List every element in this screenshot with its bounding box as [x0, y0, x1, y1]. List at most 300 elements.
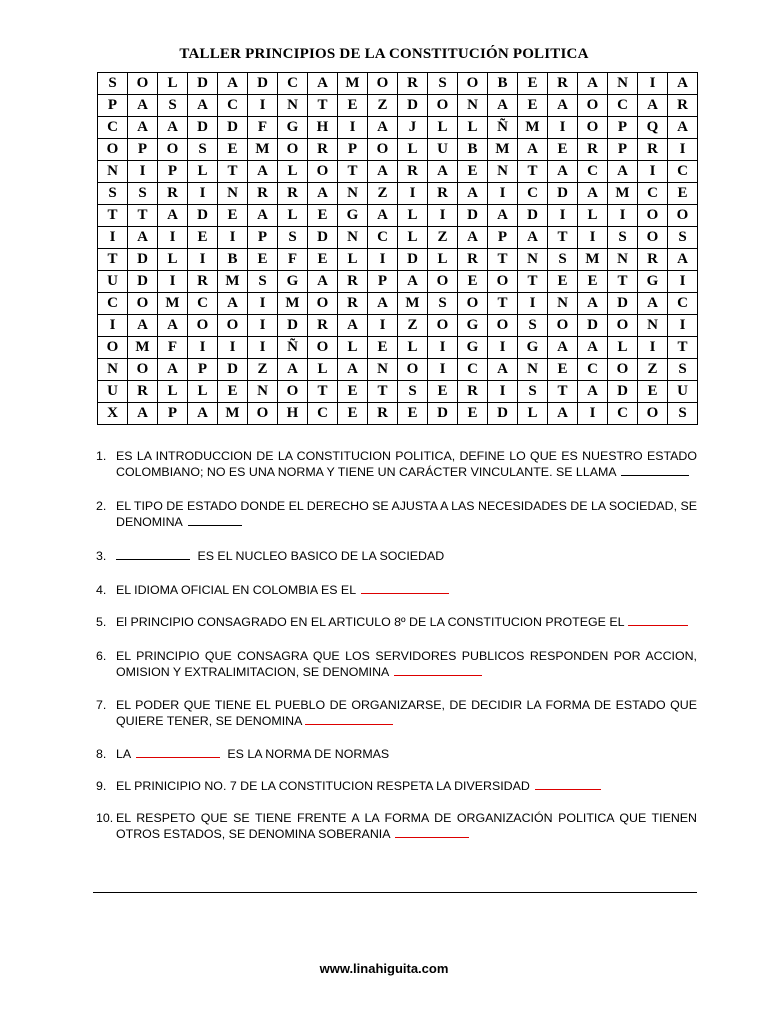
grid-cell[interactable]: L: [158, 249, 188, 271]
grid-cell[interactable]: O: [668, 205, 698, 227]
grid-cell[interactable]: E: [668, 183, 698, 205]
grid-cell[interactable]: L: [188, 381, 218, 403]
answer-blank[interactable]: [305, 713, 393, 725]
grid-cell[interactable]: E: [548, 271, 578, 293]
grid-cell[interactable]: O: [578, 95, 608, 117]
grid-cell[interactable]: A: [458, 227, 488, 249]
grid-cell[interactable]: C: [308, 403, 338, 425]
grid-cell[interactable]: A: [368, 205, 398, 227]
grid-cell[interactable]: B: [458, 139, 488, 161]
grid-cell[interactable]: N: [248, 381, 278, 403]
grid-cell[interactable]: M: [398, 293, 428, 315]
grid-cell[interactable]: I: [488, 337, 518, 359]
grid-cell[interactable]: Z: [368, 183, 398, 205]
grid-cell[interactable]: C: [368, 227, 398, 249]
grid-cell[interactable]: A: [308, 73, 338, 95]
grid-cell[interactable]: P: [128, 139, 158, 161]
grid-cell[interactable]: Ñ: [278, 337, 308, 359]
grid-cell[interactable]: Z: [428, 227, 458, 249]
grid-cell[interactable]: T: [368, 381, 398, 403]
grid-cell[interactable]: S: [668, 359, 698, 381]
grid-cell[interactable]: D: [548, 183, 578, 205]
grid-cell[interactable]: A: [518, 139, 548, 161]
grid-cell[interactable]: O: [428, 315, 458, 337]
grid-cell[interactable]: D: [608, 381, 638, 403]
grid-cell[interactable]: A: [668, 73, 698, 95]
grid-cell[interactable]: O: [308, 161, 338, 183]
grid-cell[interactable]: B: [218, 249, 248, 271]
grid-cell[interactable]: I: [638, 161, 668, 183]
grid-cell[interactable]: N: [518, 249, 548, 271]
grid-cell[interactable]: P: [248, 227, 278, 249]
grid-cell[interactable]: P: [158, 403, 188, 425]
grid-cell[interactable]: E: [338, 95, 368, 117]
grid-cell[interactable]: A: [248, 205, 278, 227]
grid-cell[interactable]: C: [518, 183, 548, 205]
grid-cell[interactable]: D: [218, 359, 248, 381]
grid-cell[interactable]: J: [398, 117, 428, 139]
answer-blank[interactable]: [395, 826, 469, 838]
grid-cell[interactable]: O: [218, 315, 248, 337]
grid-cell[interactable]: S: [188, 139, 218, 161]
grid-cell[interactable]: I: [488, 183, 518, 205]
grid-cell[interactable]: G: [638, 271, 668, 293]
grid-cell[interactable]: I: [488, 381, 518, 403]
grid-cell[interactable]: O: [248, 403, 278, 425]
grid-cell[interactable]: P: [488, 227, 518, 249]
answer-blank[interactable]: [188, 514, 242, 526]
grid-cell[interactable]: D: [398, 95, 428, 117]
grid-cell[interactable]: T: [218, 161, 248, 183]
grid-cell[interactable]: O: [98, 139, 128, 161]
grid-cell[interactable]: A: [548, 403, 578, 425]
grid-cell[interactable]: L: [338, 249, 368, 271]
grid-cell[interactable]: R: [188, 271, 218, 293]
grid-cell[interactable]: P: [368, 271, 398, 293]
grid-cell[interactable]: G: [458, 315, 488, 337]
grid-cell[interactable]: R: [458, 249, 488, 271]
grid-cell[interactable]: I: [158, 227, 188, 249]
grid-cell[interactable]: I: [188, 183, 218, 205]
grid-cell[interactable]: D: [428, 403, 458, 425]
grid-cell[interactable]: F: [278, 249, 308, 271]
grid-cell[interactable]: E: [458, 271, 488, 293]
grid-cell[interactable]: I: [368, 315, 398, 337]
grid-cell[interactable]: A: [218, 293, 248, 315]
grid-cell[interactable]: O: [548, 315, 578, 337]
grid-cell[interactable]: A: [308, 183, 338, 205]
grid-cell[interactable]: C: [638, 183, 668, 205]
grid-cell[interactable]: E: [398, 403, 428, 425]
grid-cell[interactable]: T: [518, 271, 548, 293]
grid-cell[interactable]: M: [608, 183, 638, 205]
grid-cell[interactable]: I: [548, 117, 578, 139]
grid-cell[interactable]: A: [488, 205, 518, 227]
grid-cell[interactable]: N: [548, 293, 578, 315]
grid-cell[interactable]: G: [458, 337, 488, 359]
grid-cell[interactable]: C: [188, 293, 218, 315]
grid-cell[interactable]: E: [188, 227, 218, 249]
grid-cell[interactable]: C: [458, 359, 488, 381]
grid-cell[interactable]: T: [488, 249, 518, 271]
grid-cell[interactable]: E: [548, 139, 578, 161]
grid-cell[interactable]: G: [518, 337, 548, 359]
grid-cell[interactable]: I: [638, 73, 668, 95]
grid-cell[interactable]: I: [668, 139, 698, 161]
grid-cell[interactable]: I: [428, 205, 458, 227]
grid-cell[interactable]: L: [428, 249, 458, 271]
grid-cell[interactable]: O: [368, 139, 398, 161]
grid-cell[interactable]: O: [308, 293, 338, 315]
grid-cell[interactable]: X: [98, 403, 128, 425]
grid-cell[interactable]: A: [608, 161, 638, 183]
grid-cell[interactable]: S: [428, 293, 458, 315]
grid-cell[interactable]: I: [218, 227, 248, 249]
grid-cell[interactable]: E: [338, 403, 368, 425]
grid-cell[interactable]: T: [308, 381, 338, 403]
grid-cell[interactable]: D: [248, 73, 278, 95]
grid-cell[interactable]: I: [98, 227, 128, 249]
grid-cell[interactable]: R: [308, 315, 338, 337]
grid-cell[interactable]: L: [398, 139, 428, 161]
grid-cell[interactable]: H: [308, 117, 338, 139]
grid-cell[interactable]: L: [158, 73, 188, 95]
grid-cell[interactable]: A: [548, 95, 578, 117]
grid-cell[interactable]: O: [638, 205, 668, 227]
grid-cell[interactable]: A: [428, 161, 458, 183]
grid-cell[interactable]: B: [488, 73, 518, 95]
grid-cell[interactable]: Ñ: [488, 117, 518, 139]
grid-cell[interactable]: O: [128, 73, 158, 95]
grid-cell[interactable]: S: [98, 73, 128, 95]
grid-cell[interactable]: M: [218, 403, 248, 425]
grid-cell[interactable]: O: [608, 315, 638, 337]
grid-cell[interactable]: A: [368, 293, 398, 315]
grid-cell[interactable]: N: [338, 183, 368, 205]
grid-cell[interactable]: T: [488, 293, 518, 315]
grid-cell[interactable]: A: [668, 117, 698, 139]
grid-cell[interactable]: U: [98, 381, 128, 403]
grid-cell[interactable]: A: [578, 381, 608, 403]
grid-cell[interactable]: A: [308, 271, 338, 293]
grid-cell[interactable]: O: [278, 139, 308, 161]
grid-cell[interactable]: I: [638, 337, 668, 359]
grid-cell[interactable]: A: [338, 359, 368, 381]
grid-cell[interactable]: I: [398, 183, 428, 205]
grid-cell[interactable]: P: [98, 95, 128, 117]
answer-blank[interactable]: [116, 548, 190, 560]
grid-cell[interactable]: D: [398, 249, 428, 271]
grid-cell[interactable]: A: [158, 315, 188, 337]
grid-cell[interactable]: O: [458, 73, 488, 95]
grid-cell[interactable]: L: [308, 359, 338, 381]
grid-cell[interactable]: U: [98, 271, 128, 293]
grid-cell[interactable]: G: [278, 117, 308, 139]
grid-cell[interactable]: O: [458, 293, 488, 315]
grid-cell[interactable]: A: [638, 293, 668, 315]
grid-cell[interactable]: D: [608, 293, 638, 315]
grid-cell[interactable]: I: [668, 315, 698, 337]
grid-cell[interactable]: L: [188, 161, 218, 183]
grid-cell[interactable]: Z: [638, 359, 668, 381]
grid-cell[interactable]: P: [608, 117, 638, 139]
grid-cell[interactable]: L: [158, 381, 188, 403]
grid-cell[interactable]: A: [248, 161, 278, 183]
grid-cell[interactable]: A: [128, 315, 158, 337]
grid-cell[interactable]: A: [368, 161, 398, 183]
grid-cell[interactable]: I: [218, 337, 248, 359]
grid-cell[interactable]: I: [578, 227, 608, 249]
grid-cell[interactable]: L: [458, 117, 488, 139]
grid-cell[interactable]: E: [218, 381, 248, 403]
grid-cell[interactable]: A: [488, 95, 518, 117]
grid-cell[interactable]: C: [608, 403, 638, 425]
grid-cell[interactable]: I: [518, 293, 548, 315]
grid-cell[interactable]: S: [278, 227, 308, 249]
grid-cell[interactable]: I: [248, 293, 278, 315]
grid-cell[interactable]: O: [278, 381, 308, 403]
grid-cell[interactable]: O: [398, 359, 428, 381]
grid-cell[interactable]: U: [668, 381, 698, 403]
grid-cell[interactable]: C: [98, 117, 128, 139]
grid-cell[interactable]: L: [428, 117, 458, 139]
grid-cell[interactable]: O: [578, 117, 608, 139]
grid-cell[interactable]: O: [638, 227, 668, 249]
grid-cell[interactable]: A: [548, 337, 578, 359]
grid-cell[interactable]: D: [128, 249, 158, 271]
grid-cell[interactable]: T: [338, 161, 368, 183]
grid-cell[interactable]: T: [128, 205, 158, 227]
grid-cell[interactable]: E: [638, 381, 668, 403]
grid-cell[interactable]: D: [188, 117, 218, 139]
grid-cell[interactable]: L: [398, 227, 428, 249]
grid-cell[interactable]: A: [548, 161, 578, 183]
grid-cell[interactable]: C: [668, 293, 698, 315]
grid-cell[interactable]: L: [578, 205, 608, 227]
grid-cell[interactable]: M: [518, 117, 548, 139]
grid-cell[interactable]: N: [338, 227, 368, 249]
grid-cell[interactable]: A: [128, 117, 158, 139]
grid-cell[interactable]: A: [158, 205, 188, 227]
answer-blank[interactable]: [136, 746, 220, 758]
grid-cell[interactable]: S: [518, 381, 548, 403]
grid-cell[interactable]: C: [278, 73, 308, 95]
grid-cell[interactable]: E: [458, 403, 488, 425]
grid-cell[interactable]: T: [668, 337, 698, 359]
grid-cell[interactable]: D: [578, 315, 608, 337]
grid-cell[interactable]: O: [308, 337, 338, 359]
grid-cell[interactable]: R: [398, 73, 428, 95]
grid-cell[interactable]: L: [608, 337, 638, 359]
grid-cell[interactable]: O: [128, 293, 158, 315]
grid-cell[interactable]: S: [668, 403, 698, 425]
grid-cell[interactable]: R: [128, 381, 158, 403]
grid-cell[interactable]: A: [188, 95, 218, 117]
grid-cell[interactable]: N: [218, 183, 248, 205]
grid-cell[interactable]: S: [428, 73, 458, 95]
grid-cell[interactable]: L: [518, 403, 548, 425]
grid-cell[interactable]: A: [578, 293, 608, 315]
grid-cell[interactable]: R: [638, 249, 668, 271]
grid-cell[interactable]: H: [278, 403, 308, 425]
grid-cell[interactable]: R: [248, 183, 278, 205]
grid-cell[interactable]: O: [488, 315, 518, 337]
grid-cell[interactable]: P: [158, 161, 188, 183]
grid-cell[interactable]: I: [548, 205, 578, 227]
grid-cell[interactable]: R: [338, 271, 368, 293]
grid-cell[interactable]: E: [368, 337, 398, 359]
grid-cell[interactable]: R: [308, 139, 338, 161]
grid-cell[interactable]: M: [578, 249, 608, 271]
grid-cell[interactable]: C: [578, 161, 608, 183]
grid-cell[interactable]: N: [608, 249, 638, 271]
grid-cell[interactable]: I: [98, 315, 128, 337]
grid-cell[interactable]: O: [638, 403, 668, 425]
grid-cell[interactable]: S: [548, 249, 578, 271]
grid-cell[interactable]: N: [278, 95, 308, 117]
grid-cell[interactable]: R: [668, 95, 698, 117]
grid-cell[interactable]: E: [218, 139, 248, 161]
grid-cell[interactable]: O: [128, 359, 158, 381]
grid-cell[interactable]: A: [578, 183, 608, 205]
grid-cell[interactable]: T: [98, 205, 128, 227]
grid-cell[interactable]: P: [188, 359, 218, 381]
grid-cell[interactable]: M: [248, 139, 278, 161]
grid-cell[interactable]: A: [218, 73, 248, 95]
grid-cell[interactable]: D: [218, 117, 248, 139]
grid-cell[interactable]: L: [278, 205, 308, 227]
grid-cell[interactable]: D: [458, 205, 488, 227]
grid-cell[interactable]: M: [218, 271, 248, 293]
grid-cell[interactable]: M: [488, 139, 518, 161]
grid-cell[interactable]: T: [518, 161, 548, 183]
grid-cell[interactable]: R: [278, 183, 308, 205]
grid-cell[interactable]: O: [428, 271, 458, 293]
grid-cell[interactable]: M: [338, 73, 368, 95]
grid-cell[interactable]: R: [578, 139, 608, 161]
grid-cell[interactable]: E: [578, 271, 608, 293]
grid-cell[interactable]: O: [188, 315, 218, 337]
grid-cell[interactable]: Q: [638, 117, 668, 139]
grid-cell[interactable]: T: [98, 249, 128, 271]
grid-cell[interactable]: I: [128, 161, 158, 183]
grid-cell[interactable]: T: [548, 381, 578, 403]
grid-cell[interactable]: I: [338, 117, 368, 139]
grid-cell[interactable]: F: [248, 117, 278, 139]
grid-cell[interactable]: S: [248, 271, 278, 293]
grid-cell[interactable]: S: [128, 183, 158, 205]
grid-cell[interactable]: O: [158, 139, 188, 161]
grid-cell[interactable]: E: [518, 95, 548, 117]
grid-cell[interactable]: A: [128, 227, 158, 249]
grid-cell[interactable]: G: [278, 271, 308, 293]
grid-cell[interactable]: I: [368, 249, 398, 271]
grid-cell[interactable]: A: [638, 95, 668, 117]
grid-cell[interactable]: N: [518, 359, 548, 381]
grid-cell[interactable]: A: [578, 73, 608, 95]
grid-cell[interactable]: A: [458, 183, 488, 205]
grid-cell[interactable]: A: [158, 359, 188, 381]
grid-cell[interactable]: E: [308, 249, 338, 271]
grid-cell[interactable]: D: [488, 403, 518, 425]
grid-cell[interactable]: A: [668, 249, 698, 271]
grid-cell[interactable]: M: [128, 337, 158, 359]
grid-cell[interactable]: L: [398, 337, 428, 359]
answer-blank[interactable]: [621, 464, 689, 476]
grid-cell[interactable]: S: [158, 95, 188, 117]
grid-cell[interactable]: F: [158, 337, 188, 359]
grid-cell[interactable]: S: [668, 227, 698, 249]
answer-blank[interactable]: [628, 614, 688, 626]
grid-cell[interactable]: M: [158, 293, 188, 315]
grid-cell[interactable]: E: [338, 381, 368, 403]
grid-cell[interactable]: N: [368, 359, 398, 381]
grid-cell[interactable]: D: [518, 205, 548, 227]
grid-cell[interactable]: N: [98, 359, 128, 381]
grid-cell[interactable]: O: [608, 359, 638, 381]
grid-cell[interactable]: D: [128, 271, 158, 293]
grid-cell[interactable]: N: [638, 315, 668, 337]
grid-cell[interactable]: I: [578, 403, 608, 425]
grid-cell[interactable]: L: [398, 205, 428, 227]
grid-cell[interactable]: A: [128, 95, 158, 117]
grid-cell[interactable]: E: [548, 359, 578, 381]
grid-cell[interactable]: A: [488, 359, 518, 381]
grid-cell[interactable]: P: [338, 139, 368, 161]
grid-cell[interactable]: A: [518, 227, 548, 249]
grid-cell[interactable]: T: [608, 271, 638, 293]
grid-cell[interactable]: N: [608, 73, 638, 95]
grid-cell[interactable]: T: [548, 227, 578, 249]
grid-cell[interactable]: I: [248, 337, 278, 359]
grid-cell[interactable]: E: [218, 205, 248, 227]
grid-cell[interactable]: I: [428, 337, 458, 359]
grid-cell[interactable]: E: [428, 381, 458, 403]
answer-blank[interactable]: [394, 664, 482, 676]
answer-blank[interactable]: [361, 582, 449, 594]
grid-cell[interactable]: D: [188, 205, 218, 227]
grid-cell[interactable]: C: [218, 95, 248, 117]
grid-cell[interactable]: E: [518, 73, 548, 95]
grid-cell[interactable]: N: [458, 95, 488, 117]
grid-cell[interactable]: L: [338, 337, 368, 359]
grid-cell[interactable]: R: [398, 161, 428, 183]
grid-cell[interactable]: E: [308, 205, 338, 227]
grid-cell[interactable]: O: [428, 95, 458, 117]
grid-cell[interactable]: A: [158, 117, 188, 139]
grid-cell[interactable]: E: [248, 249, 278, 271]
grid-cell[interactable]: A: [338, 315, 368, 337]
grid-cell[interactable]: R: [458, 381, 488, 403]
grid-cell[interactable]: D: [278, 315, 308, 337]
grid-cell[interactable]: R: [638, 139, 668, 161]
grid-cell[interactable]: A: [368, 117, 398, 139]
grid-cell[interactable]: U: [428, 139, 458, 161]
grid-cell[interactable]: A: [278, 359, 308, 381]
grid-cell[interactable]: O: [368, 73, 398, 95]
grid-cell[interactable]: D: [188, 73, 218, 95]
grid-cell[interactable]: I: [158, 271, 188, 293]
grid-cell[interactable]: N: [488, 161, 518, 183]
grid-cell[interactable]: I: [428, 359, 458, 381]
grid-cell[interactable]: N: [98, 161, 128, 183]
grid-cell[interactable]: I: [248, 95, 278, 117]
grid-cell[interactable]: A: [128, 403, 158, 425]
grid-cell[interactable]: S: [518, 315, 548, 337]
grid-cell[interactable]: I: [248, 315, 278, 337]
grid-cell[interactable]: G: [338, 205, 368, 227]
grid-cell[interactable]: R: [338, 293, 368, 315]
